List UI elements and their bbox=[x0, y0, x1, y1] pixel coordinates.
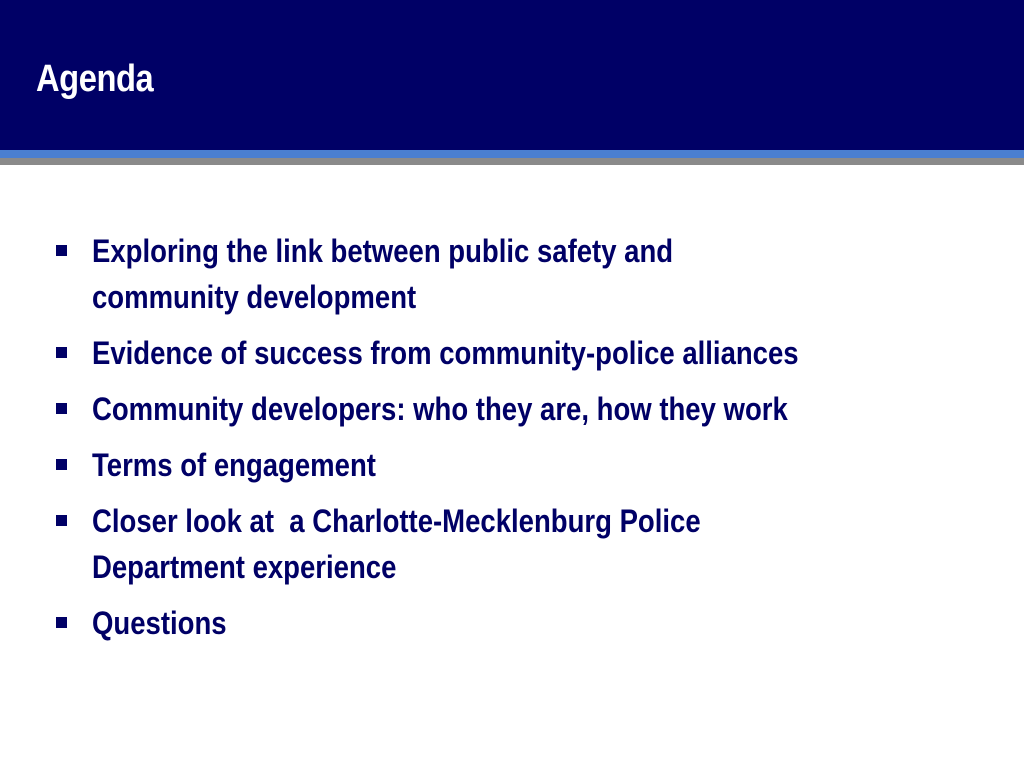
agenda-item bbox=[56, 228, 996, 320]
title-bar bbox=[0, 0, 1024, 150]
square-bullet-icon bbox=[56, 617, 67, 628]
agenda-item bbox=[56, 442, 996, 488]
agenda-item bbox=[56, 498, 996, 590]
square-bullet-icon bbox=[56, 459, 67, 470]
agenda-item bbox=[56, 330, 996, 376]
agenda-item bbox=[56, 600, 996, 646]
agenda-item bbox=[56, 386, 996, 432]
agenda-item-text: Evidence of success from community-police alliances bbox=[92, 335, 799, 371]
square-bullet-icon bbox=[56, 245, 67, 256]
agenda-item-text: Exploring the link between public safety and community development bbox=[92, 233, 681, 315]
slide-title: Agenda bbox=[36, 58, 154, 100]
agenda-item-text: Terms of engagement bbox=[92, 447, 376, 483]
agenda-item-text: Community developers: who they are, how they work bbox=[92, 391, 788, 427]
square-bullet-icon bbox=[56, 515, 67, 526]
header-gray-stripe bbox=[0, 158, 1024, 165]
square-bullet-icon bbox=[56, 403, 67, 414]
agenda-item-text: Closer look at a Charlotte-Mecklenburg Police Department experience bbox=[92, 503, 709, 585]
square-bullet-icon bbox=[56, 347, 67, 358]
agenda-list bbox=[56, 228, 996, 656]
agenda-item-text: Questions bbox=[92, 605, 227, 641]
header-blue-stripe bbox=[0, 150, 1024, 158]
